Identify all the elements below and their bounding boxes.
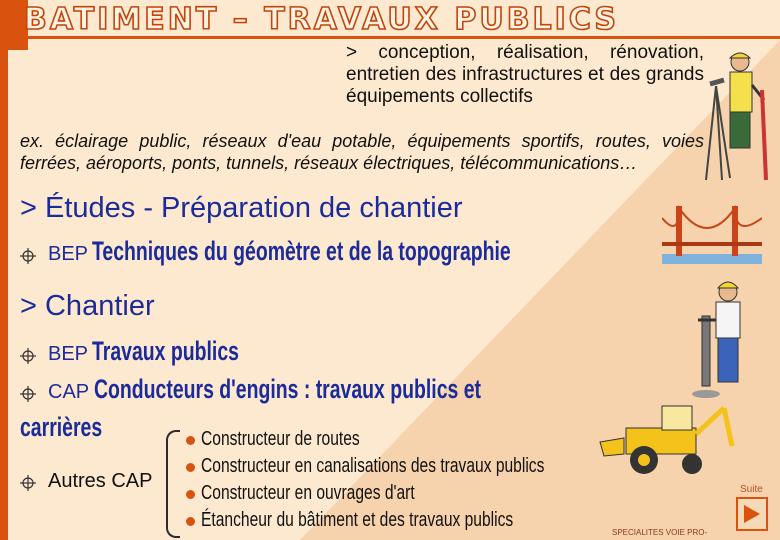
bridge-illustration — [662, 198, 762, 268]
autres-cap-label: Autres CAP — [48, 470, 153, 492]
intro-text: > conception, réalisation, rénovation, entretien des infrastructures et des grands équipements collectifs — [346, 42, 704, 107]
left-accent-bar — [0, 0, 8, 540]
list-item[interactable]: Constructeur de routes — [186, 426, 641, 453]
cap-conducteurs-title: Conducteurs d'engins : travaux publics et — [93, 374, 481, 404]
list-item[interactable]: Constructeur en ouvrages d'art — [186, 480, 641, 507]
autres-cap-list — [186, 426, 641, 534]
bullet-dot-icon — [186, 490, 195, 499]
bep-label: BEP — [48, 343, 89, 365]
cap-conducteurs-continuation — [20, 412, 134, 443]
worker-jackhammer-illustration — [690, 276, 762, 406]
footer-caption: SPECIALITES VOIE PRO- — [612, 528, 708, 537]
bep-travaux-publics-title: Travaux publics — [92, 336, 240, 366]
list-item[interactable]: Étancheur du bâtiment et des travaux publics — [186, 507, 641, 534]
next-label: Suite — [740, 484, 763, 495]
cap-conducteurs-line[interactable] — [20, 374, 631, 405]
bullet-dot-icon — [186, 436, 195, 445]
section-heading-etudes: > Études - Préparation de chantier — [20, 192, 463, 224]
cap-conducteurs-title-cont: carrières — [20, 412, 103, 442]
crosshair-icon — [20, 248, 36, 264]
examples-text: ex. éclairage public, réseaux d'eau potable, équipements sportifs, routes, voies ferrées, aéroports, ponts, tunnels, réseaux électriques, télécommunications… — [20, 131, 704, 173]
backhoe-loader-illustration — [596, 398, 736, 480]
bep-label: BEP — [48, 243, 89, 265]
surveyor-illustration — [700, 40, 776, 190]
bep-travaux-publics-line[interactable] — [20, 336, 297, 367]
next-arrow-icon — [738, 499, 766, 529]
cap-label: CAP — [48, 381, 90, 403]
bep-topographie-line[interactable] — [20, 236, 674, 267]
list-item[interactable]: Constructeur en canalisations des travaux publics — [186, 453, 641, 480]
bep-topographie-title: Techniques du géomètre et de la topographie — [92, 236, 512, 266]
crosshair-icon — [20, 386, 36, 402]
autres-cap-line[interactable] — [20, 470, 152, 493]
crosshair-icon — [20, 475, 36, 491]
section-heading-chantier: > Chantier — [20, 290, 155, 322]
bracket — [166, 430, 180, 538]
bullet-dot-icon — [186, 463, 195, 472]
page-title: BATIMENT – TRAVAUX PUBLICS — [24, 2, 620, 37]
crosshair-icon — [20, 348, 36, 364]
bullet-dot-icon — [186, 517, 195, 526]
next-button[interactable] — [736, 497, 768, 531]
